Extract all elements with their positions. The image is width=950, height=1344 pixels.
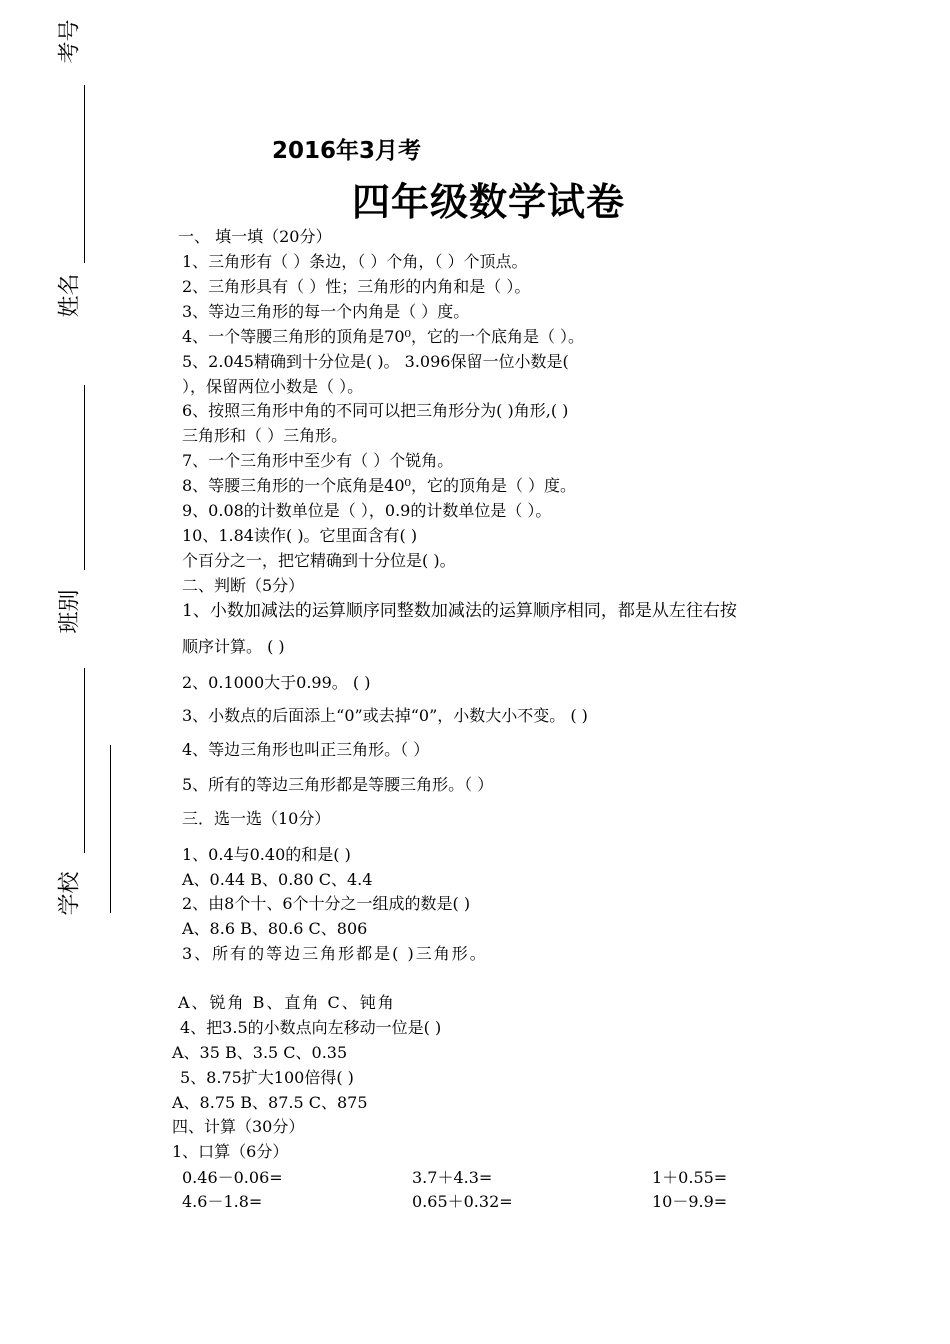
name-line: [84, 385, 85, 570]
calc-item: 10－9.9=: [652, 1192, 728, 1211]
option-line: A、锐角 B、直角 C、钝角: [178, 993, 396, 1012]
question-line: 8、等腰三角形的一个底角是40⁰，它的顶角是（ ）度。: [182, 476, 577, 495]
option-line: A、35 B、3.5 C、0.35: [172, 1043, 348, 1062]
question-line: 三角形和（ ）三角形。: [182, 426, 348, 445]
school-label: 学校: [57, 871, 83, 916]
exam-date: 2016年3月考: [272, 138, 422, 164]
section-3-heading: 三．选一选（10分）: [182, 809, 331, 828]
question-line: 1、三角形有（ ）条边，（ ）个角，（ ）个顶点。: [182, 252, 528, 271]
question-line: 6、按照三角形中角的不同可以把三角形分为( )角形,( ): [182, 401, 569, 420]
calc-item: 3.7＋4.3=: [412, 1168, 493, 1187]
subsection-heading: 1、口算（6分）: [172, 1142, 289, 1161]
question-line: 2、三角形具有（ ）性；三角形的内角和是（ ）。: [182, 277, 531, 296]
question-line: 2、由8个十、6个十分之一组成的数是( ): [182, 894, 471, 913]
class-line: [84, 668, 85, 853]
page-title: 四年级数学试卷: [352, 180, 626, 224]
question-line: 1、0.4与0.40的和是( ): [182, 845, 351, 864]
binding-outer-line: [110, 745, 111, 913]
question-line: 个百分之一，把它精确到十分位是( )。: [182, 551, 456, 570]
question-line: 4、把3.5的小数点向左移动一位是( ): [180, 1018, 442, 1037]
question-line: 2、0.1000大于0.99。 ( ): [182, 673, 371, 692]
section-2-heading: 二、判断（5分）: [182, 576, 305, 595]
name-label: 姓名: [57, 273, 83, 318]
question-line: 7、一个三角形中至少有（ ）个锐角。: [182, 451, 454, 470]
option-line: A、8.75 B、87.5 C、875: [172, 1093, 368, 1112]
question-line: 4、一个等腰三角形的顶角是70⁰，它的一个底角是（ ）。: [182, 327, 585, 346]
question-line: 5、所有的等边三角形都是等腰三角形。（ ）: [182, 775, 494, 794]
question-line: ），保留两位小数是（ ）。: [182, 377, 364, 396]
calc-item: 1＋0.55=: [652, 1168, 728, 1187]
section-4-heading: 四、计算（30分）: [172, 1117, 305, 1136]
calc-item: 4.6－1.8=: [182, 1192, 263, 1211]
question-line: 9、0.08的计数单位是（ ），0.9的计数单位是（ ）。: [182, 501, 552, 520]
class-label: 班别: [57, 589, 83, 634]
calc-item: 0.46－0.06=: [182, 1168, 283, 1187]
question-line: 3、小数点的后面添上“0”或去掉“0”，小数大小不变。 ( ): [182, 706, 588, 725]
exam-number-label: 考号: [57, 19, 83, 64]
question-line: 10、1.84读作( )。它里面含有( ): [182, 526, 418, 545]
question-line: 3、所有的等边三角形都是( )三角形。: [182, 944, 488, 963]
question-line: 4、等边三角形也叫正三角形。（ ）: [182, 740, 430, 759]
section-1-heading: 一、 填一填（20分）: [178, 227, 332, 246]
option-line: A、0.44 B、0.80 C、4.4: [182, 870, 373, 889]
exam-number-line: [84, 85, 85, 263]
question-line: 5、8.75扩大100倍得( ): [180, 1068, 354, 1087]
option-line: A、8.6 B、80.6 C、806: [182, 919, 368, 938]
calc-item: 0.65＋0.32=: [412, 1192, 513, 1211]
question-line: 5、2.045精确到十分位是( )。 3.096保留一位小数是(: [182, 352, 569, 371]
question-line: 3、等边三角形的每一个内角是（ ）度。: [182, 302, 470, 321]
question-line: 1、小数加减法的运算顺序同整数加减法的运算顺序相同，都是从左往右按: [182, 601, 737, 621]
question-line: 顺序计算。 ( ): [182, 637, 285, 656]
